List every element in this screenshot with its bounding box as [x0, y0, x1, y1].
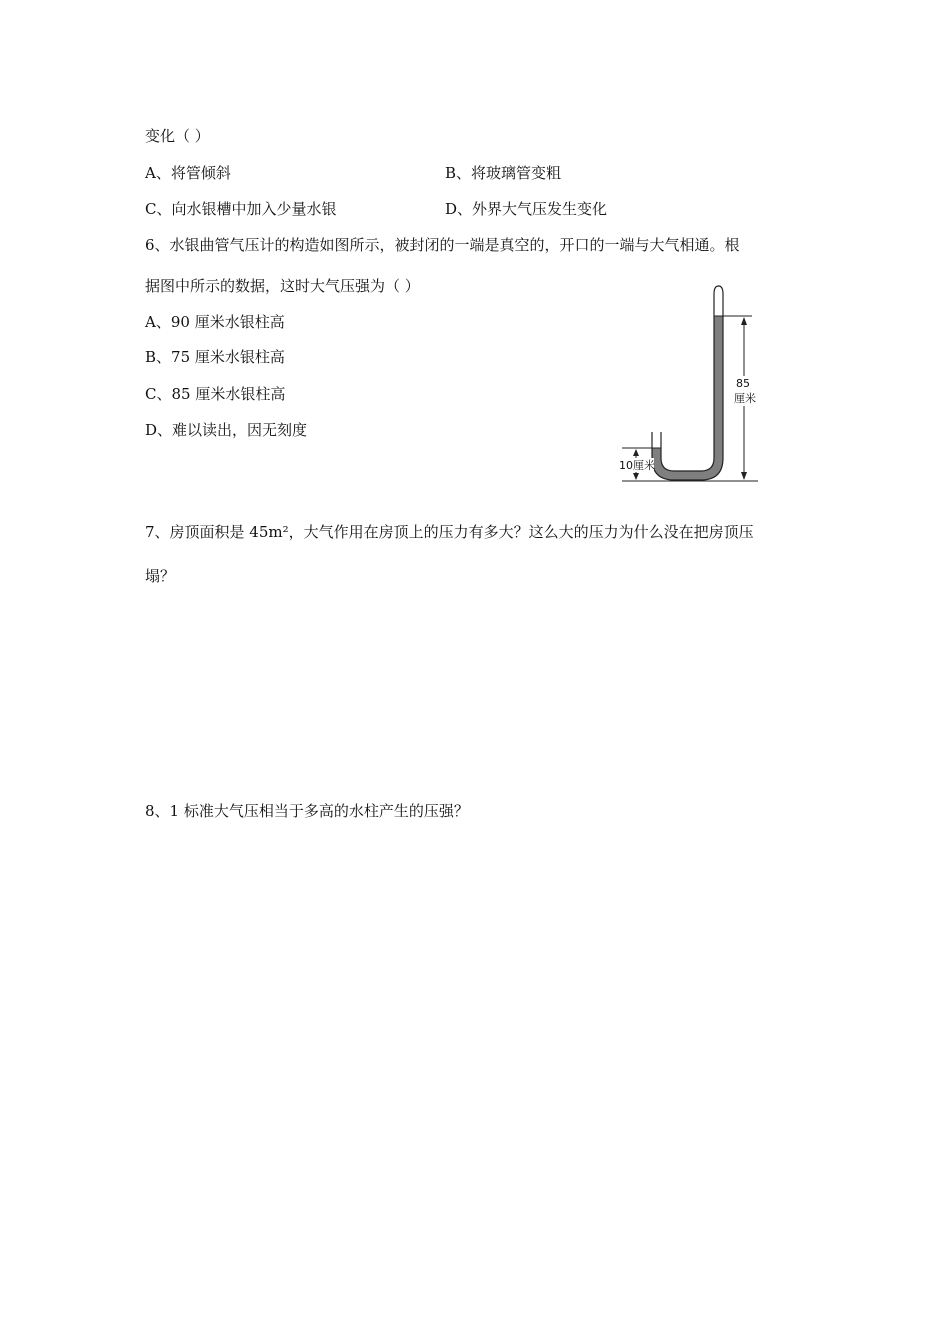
q5-option-c: C、向水银槽中加入少量水银 — [145, 200, 337, 218]
mercury-fill — [652, 316, 723, 480]
q7-line1: 7、房顶面积是 45m²，大气作用在房顶上的压力有多大？这么大的压力为什么没在把房顶压 — [145, 523, 754, 541]
tube-outer — [652, 286, 723, 480]
label-85-value: 85 — [736, 377, 750, 390]
q6-option-d: D、难以读出，因无刻度 — [145, 421, 308, 439]
label-10cm: 10厘米 — [619, 459, 655, 472]
q6-stem-line2: 据图中所示的数据，这时大气压强为（ ） — [145, 277, 420, 295]
long-arrow-bottom — [741, 472, 747, 480]
q8-line1: 8、1 标准大气压相当于多高的水柱产生的压强？ — [145, 802, 469, 820]
q6-stem-line1: 6、水银曲管气压计的构造如图所示，被封闭的一端是真空的，开口的一端与大气相通。根 — [145, 236, 740, 254]
short-arrow-bottom — [633, 473, 639, 480]
long-arrow-top — [741, 317, 747, 325]
barometer-diagram — [610, 280, 770, 490]
q5-option-b: B、将玻璃管变粗 — [445, 164, 562, 182]
q5-continuation: 变化（ ） — [145, 127, 210, 145]
q5-option-a: A、将管倾斜 — [145, 164, 231, 182]
tube-inner — [661, 294, 714, 471]
short-arrow-top — [633, 449, 639, 456]
q6-option-b: B、75 厘米水银柱高 — [145, 348, 285, 366]
q6-option-a: A、90 厘米水银柱高 — [145, 313, 285, 331]
q7-line2: 塌？ — [145, 567, 176, 585]
q6-option-c: C、85 厘米水银柱高 — [145, 385, 286, 403]
label-85-unit: 厘米 — [734, 392, 756, 405]
barometer-figure — [610, 280, 770, 490]
q5-option-d: D、外界大气压发生变化 — [445, 200, 608, 218]
